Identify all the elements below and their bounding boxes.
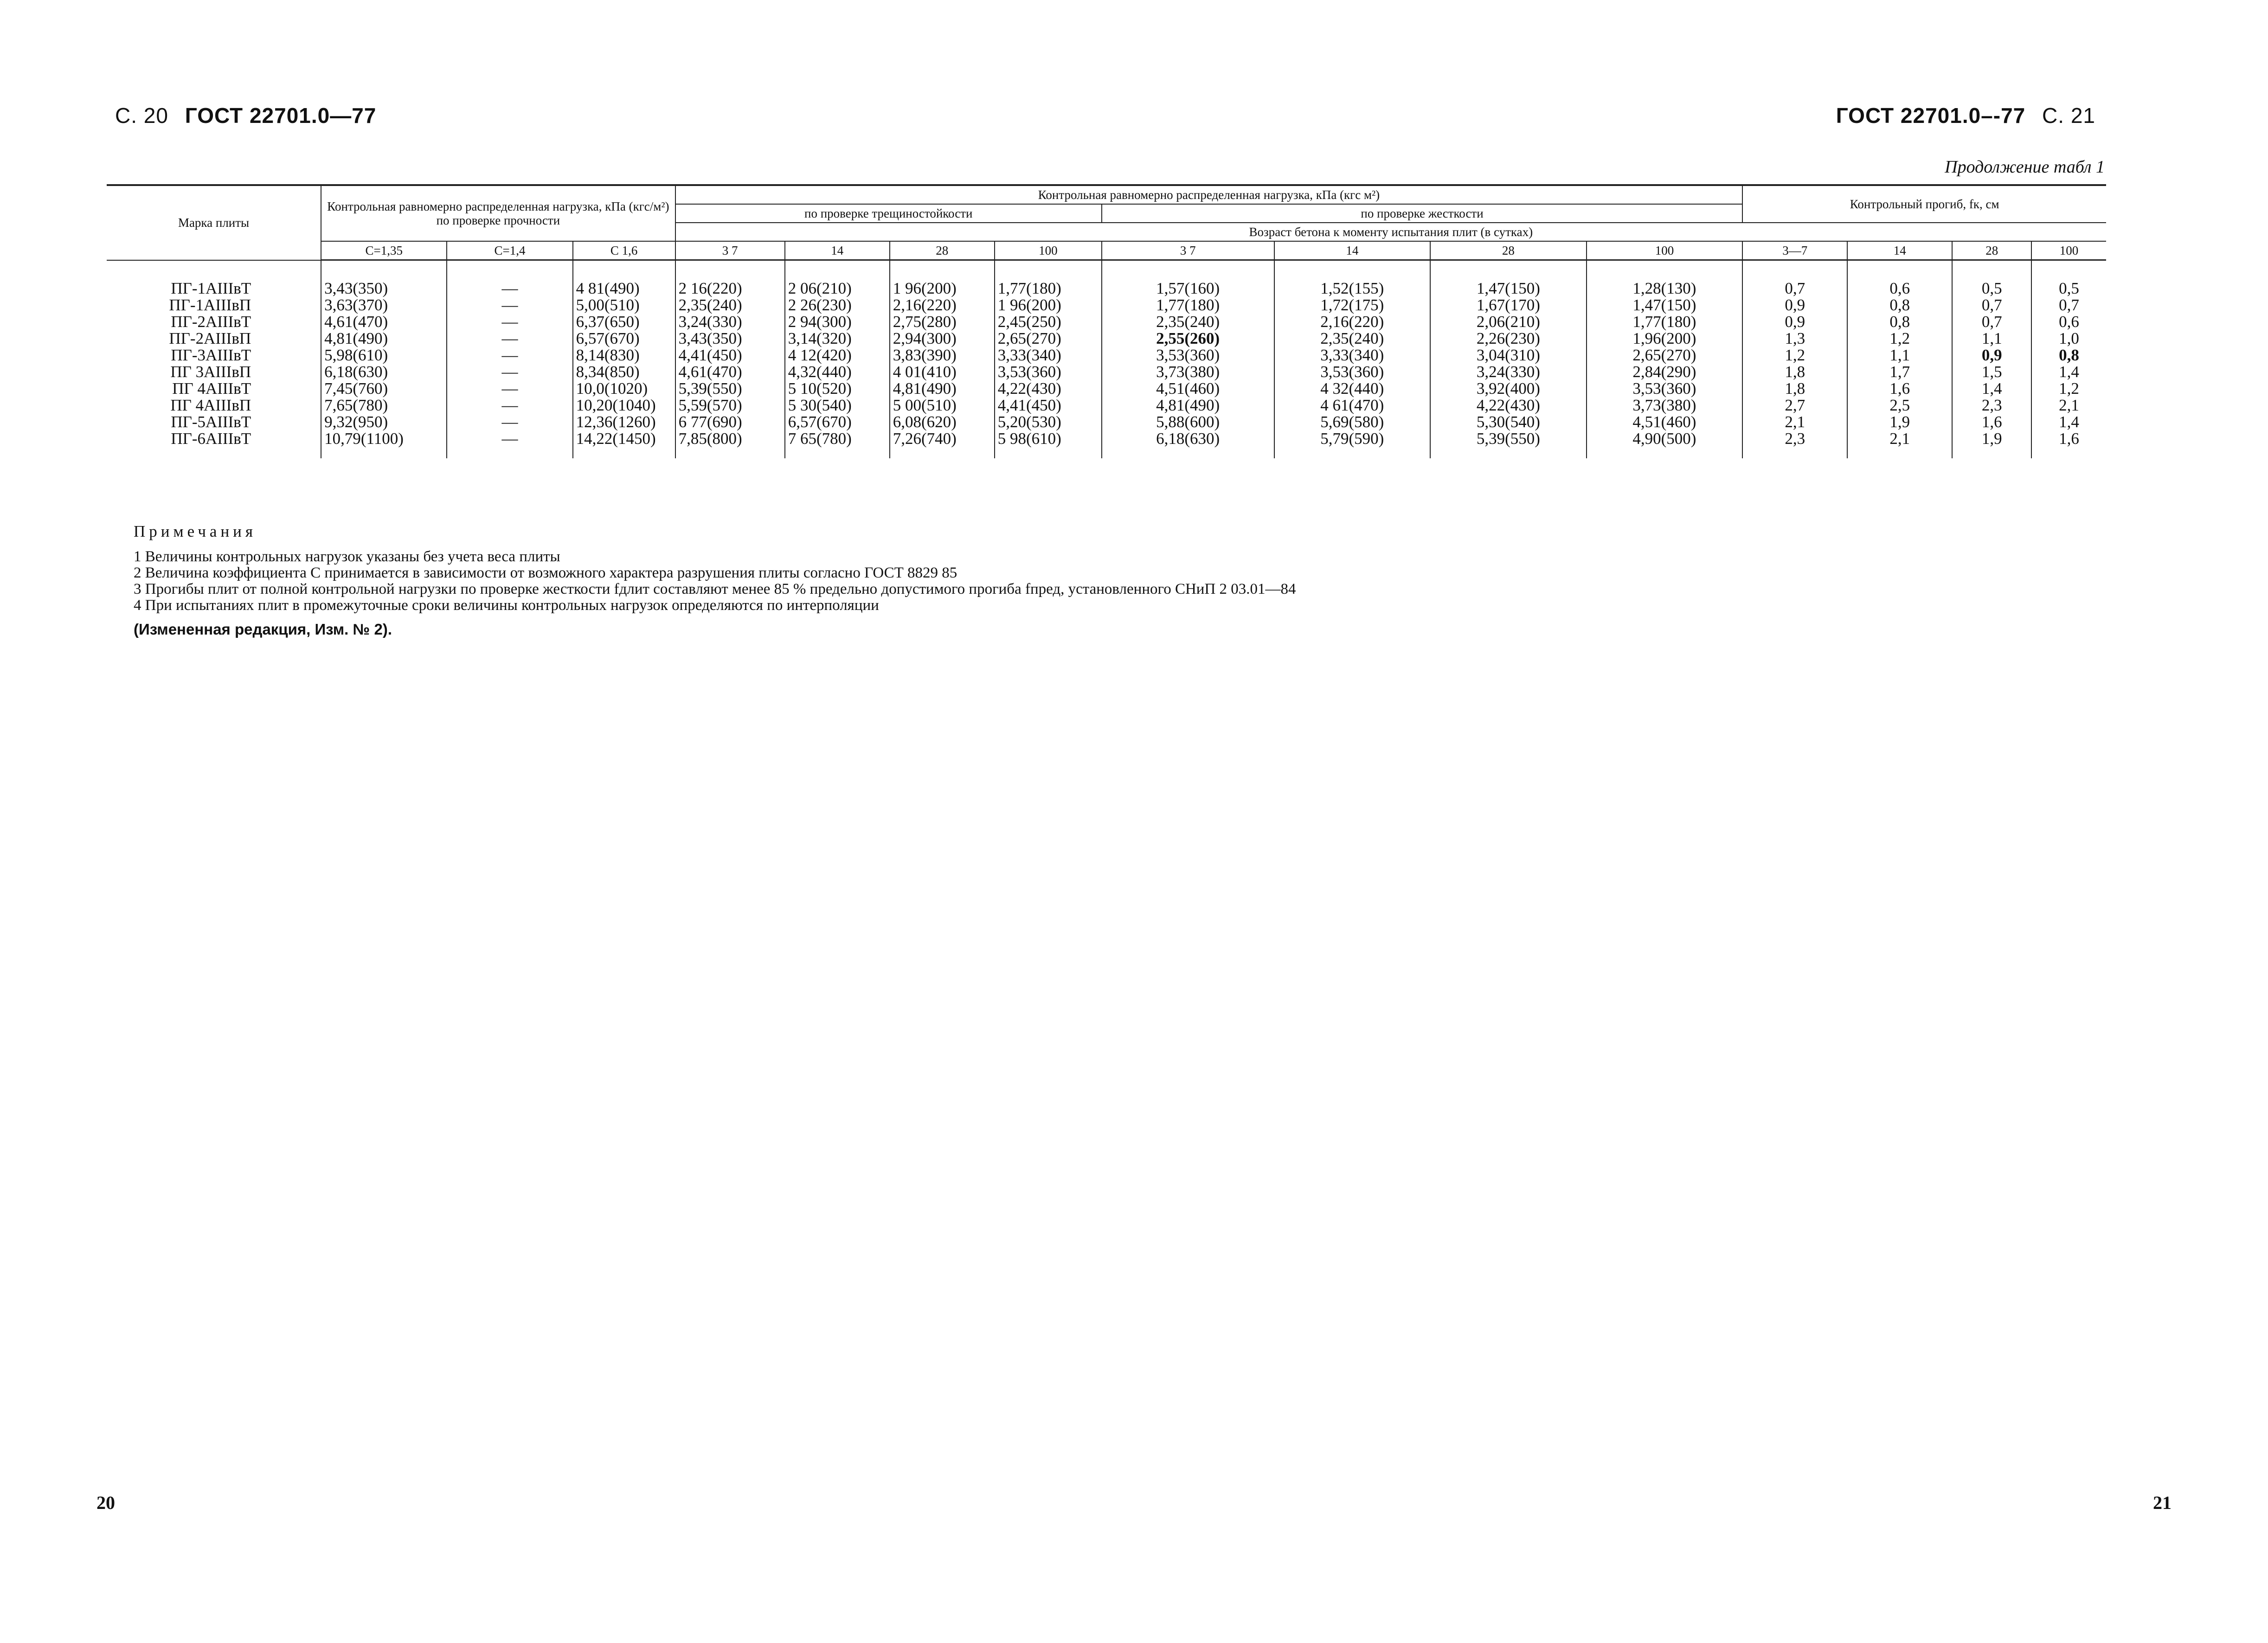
- table-cell: 0,7: [1952, 297, 2031, 314]
- table-cell: 2,35(240): [675, 297, 785, 314]
- page-label-left: С. 20: [115, 103, 168, 128]
- table-cell: 4,32(440): [785, 364, 890, 380]
- page-label-right: С. 21: [2042, 103, 2095, 128]
- table-cell: 6,08(620): [890, 414, 995, 430]
- table-cell: 10,79(1100): [321, 430, 447, 458]
- table-cell: 5,59(570): [675, 397, 785, 414]
- page-number-left: 20: [96, 1492, 115, 1513]
- table-cell: 7,45(760): [321, 380, 447, 397]
- table-cell: 1,77(180): [1587, 314, 1743, 330]
- table-cell: 1,0: [2031, 330, 2106, 347]
- table-row: [107, 397, 2106, 414]
- table-cell: —: [447, 364, 572, 380]
- table-cell: —: [447, 380, 572, 397]
- notes-block: [134, 523, 1296, 637]
- table-cell: 3,92(400): [1430, 380, 1587, 397]
- col-defl-14: 14: [1847, 241, 1952, 260]
- table-cell: 1,5: [1952, 364, 2031, 380]
- col-stiff-28: 28: [1430, 241, 1587, 260]
- table-cell: 1,1: [1952, 330, 2031, 347]
- table-cell: —: [447, 430, 572, 458]
- table-cell: 1,1: [1847, 347, 1952, 364]
- plate-mark-cell: ПГ-2АIIIвТ: [171, 313, 251, 331]
- table-cell: 3,43(350): [675, 330, 785, 347]
- table-cell: 1,9: [1847, 414, 1952, 430]
- table-cell: 0,9: [1952, 347, 2031, 364]
- table-cell: 1,52(155): [1274, 260, 1431, 297]
- table-cell: 2,65(270): [1587, 347, 1743, 364]
- header-crack-resistance: по проверке трещиностойкости: [675, 204, 1102, 223]
- table-cell: 5 98(610): [995, 430, 1102, 458]
- table-cell: 4,51(460): [1102, 380, 1274, 397]
- table-cell: 6,18(630): [321, 364, 447, 380]
- table-cell: 3,24(330): [1430, 364, 1587, 380]
- table-cell: 9,32(950): [321, 414, 447, 430]
- table-cell: 2,1: [1742, 414, 1847, 430]
- table-cell: 5 10(520): [785, 380, 890, 397]
- plate-mark-cell: ПГ-6АIIIвТ: [171, 430, 251, 448]
- table-row: [107, 330, 2106, 347]
- table-cell: 10,0(1020): [573, 380, 675, 397]
- table-cell: 6,18(630): [1102, 430, 1274, 458]
- header-control-load: Контрольная равномерно распределенная нагрузка, кПа (кгс м²): [675, 185, 1743, 204]
- table-cell: 5,39(550): [1430, 430, 1587, 458]
- col-stiff-100: 100: [1587, 241, 1743, 260]
- header-strength: Контрольная равномерно распределенная нагрузка, кПа (кгс/м²) по проверке прочности: [321, 185, 675, 241]
- table-cell: 5,69(580): [1274, 414, 1431, 430]
- table-cell: —: [447, 397, 572, 414]
- col-crack-3-7: 3 7: [675, 241, 785, 260]
- header-concrete-age: Возраст бетона к моменту испытания плит (в сутках): [675, 223, 2106, 241]
- plate-mark-cell: ПГ 4АIIIвП: [170, 396, 251, 414]
- table-cell: 3,73(380): [1587, 397, 1743, 414]
- plate-mark-cell: ПГ-1АIIIвП: [169, 296, 251, 314]
- table-cell: 14,22(1450): [573, 430, 675, 458]
- table-cell: 5,79(590): [1274, 430, 1431, 458]
- table-cell: —: [447, 347, 572, 364]
- table-cell: 1,2: [2031, 380, 2106, 397]
- table-cell: 2,3: [1952, 397, 2031, 414]
- notes-title: Примечания: [134, 522, 257, 540]
- table-cell: 5 30(540): [785, 397, 890, 414]
- col-crack-14: 14: [785, 241, 890, 260]
- table-cell: 2 94(300): [785, 314, 890, 330]
- plate-mark-cell: ПГ 4АIIIвТ: [172, 379, 251, 398]
- table-cell: 4,41(450): [995, 397, 1102, 414]
- note-item: 4 При испытаниях плит в промежуточные сроки величины контрольных нагрузок определяются по интерполяции: [134, 597, 879, 614]
- note-item: 1 Величины контрольных нагрузок указаны без учета веса плиты: [134, 548, 560, 565]
- plate-mark-cell: ПГ 3АIIIвП: [170, 363, 251, 381]
- table-cell: 1,7: [1847, 364, 1952, 380]
- table-cell: 2,3: [1742, 430, 1847, 458]
- col-strength-c16: С 1,6: [573, 241, 675, 260]
- header-mark: Марка плиты: [107, 185, 321, 260]
- table-cell: 2,65(270): [995, 330, 1102, 347]
- table-cell: 2,1: [2031, 397, 2106, 414]
- table-row: [107, 364, 2106, 380]
- table-cell: 4,90(500): [1587, 430, 1743, 458]
- table-cell: 2,16(220): [1274, 314, 1431, 330]
- table-cell: 1,8: [1742, 380, 1847, 397]
- amendment-note: (Измененная редакция, Изм. № 2).: [134, 621, 392, 638]
- table-cell: 6,57(670): [573, 330, 675, 347]
- table-cell: 1,4: [1952, 380, 2031, 397]
- table-row: [107, 380, 2106, 397]
- table-body: [107, 260, 2106, 459]
- table-cell: 2,94(300): [890, 330, 995, 347]
- table-cell: 2,5: [1847, 397, 1952, 414]
- table-cell: 2,55(260): [1102, 330, 1274, 347]
- table-cell: 1,3: [1742, 330, 1847, 347]
- table-cell: 5,98(610): [321, 347, 447, 364]
- table-cell: —: [447, 414, 572, 430]
- table-cell: 2,16(220): [890, 297, 995, 314]
- table-cell: 5,88(600): [1102, 414, 1274, 430]
- table-row: [107, 260, 2106, 297]
- col-crack-100: 100: [995, 241, 1102, 260]
- table-cell: 7,26(740): [890, 430, 995, 458]
- table-cell: 0,5: [1952, 260, 2031, 297]
- table-cell: 1,57(160): [1102, 260, 1274, 297]
- table-cell: 1,67(170): [1430, 297, 1587, 314]
- table-cell: 2,35(240): [1274, 330, 1431, 347]
- col-strength-c14: С=1,4: [447, 241, 572, 260]
- table-cell: 1,6: [1952, 414, 2031, 430]
- table-cell: 1,28(130): [1587, 260, 1743, 297]
- table-cell: 1,4: [2031, 414, 2106, 430]
- table-cell: 0,8: [1847, 314, 1952, 330]
- table-cell: 2,06(210): [1430, 314, 1587, 330]
- table-cell: 3,53(360): [1274, 364, 1431, 380]
- table-cell: 0,5: [2031, 260, 2106, 297]
- table-cell: 5,00(510): [573, 297, 675, 314]
- col-strength-c135: С=1,35: [321, 241, 447, 260]
- table-cell: 3,14(320): [785, 330, 890, 347]
- table-cell: 4,81(490): [321, 330, 447, 347]
- table-cell: 0,7: [1952, 314, 2031, 330]
- table-cell: 4 81(490): [573, 260, 675, 297]
- table-cell: 1,72(175): [1274, 297, 1431, 314]
- plate-mark-cell: ПГ-2АIIIвП: [169, 329, 251, 347]
- table-cell: 3,83(390): [890, 347, 995, 364]
- table-cell: 1,9: [1952, 430, 2031, 458]
- table-cell: 0,8: [1847, 297, 1952, 314]
- table-cell: 3,33(340): [1274, 347, 1431, 364]
- table-row: [107, 347, 2106, 364]
- table-cell: 12,36(1260): [573, 414, 675, 430]
- table-cell: 0,7: [1742, 260, 1847, 297]
- table-cell: 6,37(650): [573, 314, 675, 330]
- table-cell: 5,20(530): [995, 414, 1102, 430]
- table-cell: 3,24(330): [675, 314, 785, 330]
- table-cell: 3,53(360): [1587, 380, 1743, 397]
- table-cell: 4,51(460): [1587, 414, 1743, 430]
- table-cell: 0,8: [2031, 347, 2106, 364]
- table-cell: 0,6: [1847, 260, 1952, 297]
- table-cell: 10,20(1040): [573, 397, 675, 414]
- plate-mark-cell: ПГ-3АIIIвТ: [171, 346, 251, 364]
- table-cell: 4 12(420): [785, 347, 890, 364]
- table-cell: —: [447, 297, 572, 314]
- table-cell: 4,81(490): [890, 380, 995, 397]
- table-cell: 4,61(470): [675, 364, 785, 380]
- table-cell: 1,2: [1742, 347, 1847, 364]
- table-cell: 1,8: [1742, 364, 1847, 380]
- table-cell: 4,22(430): [995, 380, 1102, 397]
- table-cell: 8,34(850): [573, 364, 675, 380]
- table-continuation-label: Продолжение табл 1: [1945, 157, 2105, 177]
- col-defl-100: 100: [2031, 241, 2106, 260]
- table-cell: 3,53(360): [995, 364, 1102, 380]
- header-right: [1836, 103, 2106, 128]
- header-left: [105, 103, 376, 128]
- table-cell: 6,57(670): [785, 414, 890, 430]
- col-defl-3-7: 3—7: [1742, 241, 1847, 260]
- table-cell: 1,77(180): [1102, 297, 1274, 314]
- table-cell: 4,81(490): [1102, 397, 1274, 414]
- table-cell: 2,26(230): [1430, 330, 1587, 347]
- table-cell: 5,30(540): [1430, 414, 1587, 430]
- table-cell: 4 01(410): [890, 364, 995, 380]
- col-stiff-3-7: 3 7: [1102, 241, 1274, 260]
- table-cell: 1,4: [2031, 364, 2106, 380]
- table-cell: 4,22(430): [1430, 397, 1587, 414]
- table-cell: 1,2: [1847, 330, 1952, 347]
- table-row: [107, 414, 2106, 430]
- table-cell: 2 26(230): [785, 297, 890, 314]
- table-cell: 3,33(340): [995, 347, 1102, 364]
- table-cell: 2,84(290): [1587, 364, 1743, 380]
- standard-code-right: ГОСТ 22701.0–-77: [1836, 103, 2026, 128]
- table-cell: 3,04(310): [1430, 347, 1587, 364]
- table-cell: —: [447, 314, 572, 330]
- table-cell: 4,61(470): [321, 314, 447, 330]
- plate-mark-cell: ПГ-5АIIIвТ: [171, 413, 251, 431]
- plate-mark-cell: ПГ-1АIIIвТ: [171, 279, 251, 297]
- table-cell: 3,73(380): [1102, 364, 1274, 380]
- note-item: 3 Прогибы плит от полной контрольной нагрузки по проверке жесткости fдлит составляют менее 85 % предельно допустимого прогиба fпред, установленного СНиП 2 03.01—84: [134, 581, 1296, 597]
- table-cell: —: [447, 260, 572, 297]
- table-cell: 7,65(780): [321, 397, 447, 414]
- table-cell: 5 00(510): [890, 397, 995, 414]
- table-cell: 0,9: [1742, 314, 1847, 330]
- table-cell: 0,7: [2031, 297, 2106, 314]
- col-stiff-14: 14: [1274, 241, 1431, 260]
- table-row: [107, 430, 2106, 458]
- note-item: 2 Величина коэффициента С принимается в зависимости от возможного характера разрушения плиты согласно ГОСТ 8829 85: [134, 565, 957, 581]
- header-stiffness: по проверке жесткости: [1102, 204, 1742, 223]
- table-cell: 0,6: [2031, 314, 2106, 330]
- table-cell: —: [447, 330, 572, 347]
- table-cell: 2 06(210): [785, 260, 890, 297]
- page-number-right: 21: [2153, 1492, 2172, 1513]
- table-cell: 2,75(280): [890, 314, 995, 330]
- table-cell: 4 61(470): [1274, 397, 1431, 414]
- table-cell: 3,43(350): [321, 260, 447, 297]
- table-cell: 0,9: [1742, 297, 1847, 314]
- table-cell: 7 65(780): [785, 430, 890, 458]
- table-cell: 2,1: [1847, 430, 1952, 458]
- table-cell: 2 16(220): [675, 260, 785, 297]
- table-cell: 4,41(450): [675, 347, 785, 364]
- table-cell: 1,47(150): [1430, 260, 1587, 297]
- table-row: [107, 297, 2106, 314]
- table-cell: 1 96(200): [890, 260, 995, 297]
- control-load-table: [107, 184, 2106, 458]
- table-cell: 1,96(200): [1587, 330, 1743, 347]
- table-cell: 6 77(690): [675, 414, 785, 430]
- table-cell: 1,6: [1847, 380, 1952, 397]
- table-cell: 2,35(240): [1102, 314, 1274, 330]
- table-row: [107, 314, 2106, 330]
- standard-code-left: ГОСТ 22701.0—77: [185, 103, 377, 128]
- table-cell: 7,85(800): [675, 430, 785, 458]
- table-cell: 1,6: [2031, 430, 2106, 458]
- table-cell: 3,63(370): [321, 297, 447, 314]
- header-deflection: Контрольный прогиб, fк, см: [1742, 185, 2106, 223]
- table-cell: 2,7: [1742, 397, 1847, 414]
- table-cell: 1,47(150): [1587, 297, 1743, 314]
- table-cell: 1,77(180): [995, 260, 1102, 297]
- table-cell: 4 32(440): [1274, 380, 1431, 397]
- table-cell: 1 96(200): [995, 297, 1102, 314]
- col-defl-28: 28: [1952, 241, 2031, 260]
- col-crack-28: 28: [890, 241, 995, 260]
- table-cell: 5,39(550): [675, 380, 785, 397]
- table-cell: 2,45(250): [995, 314, 1102, 330]
- table-cell: 8,14(830): [573, 347, 675, 364]
- table-cell: 3,53(360): [1102, 347, 1274, 364]
